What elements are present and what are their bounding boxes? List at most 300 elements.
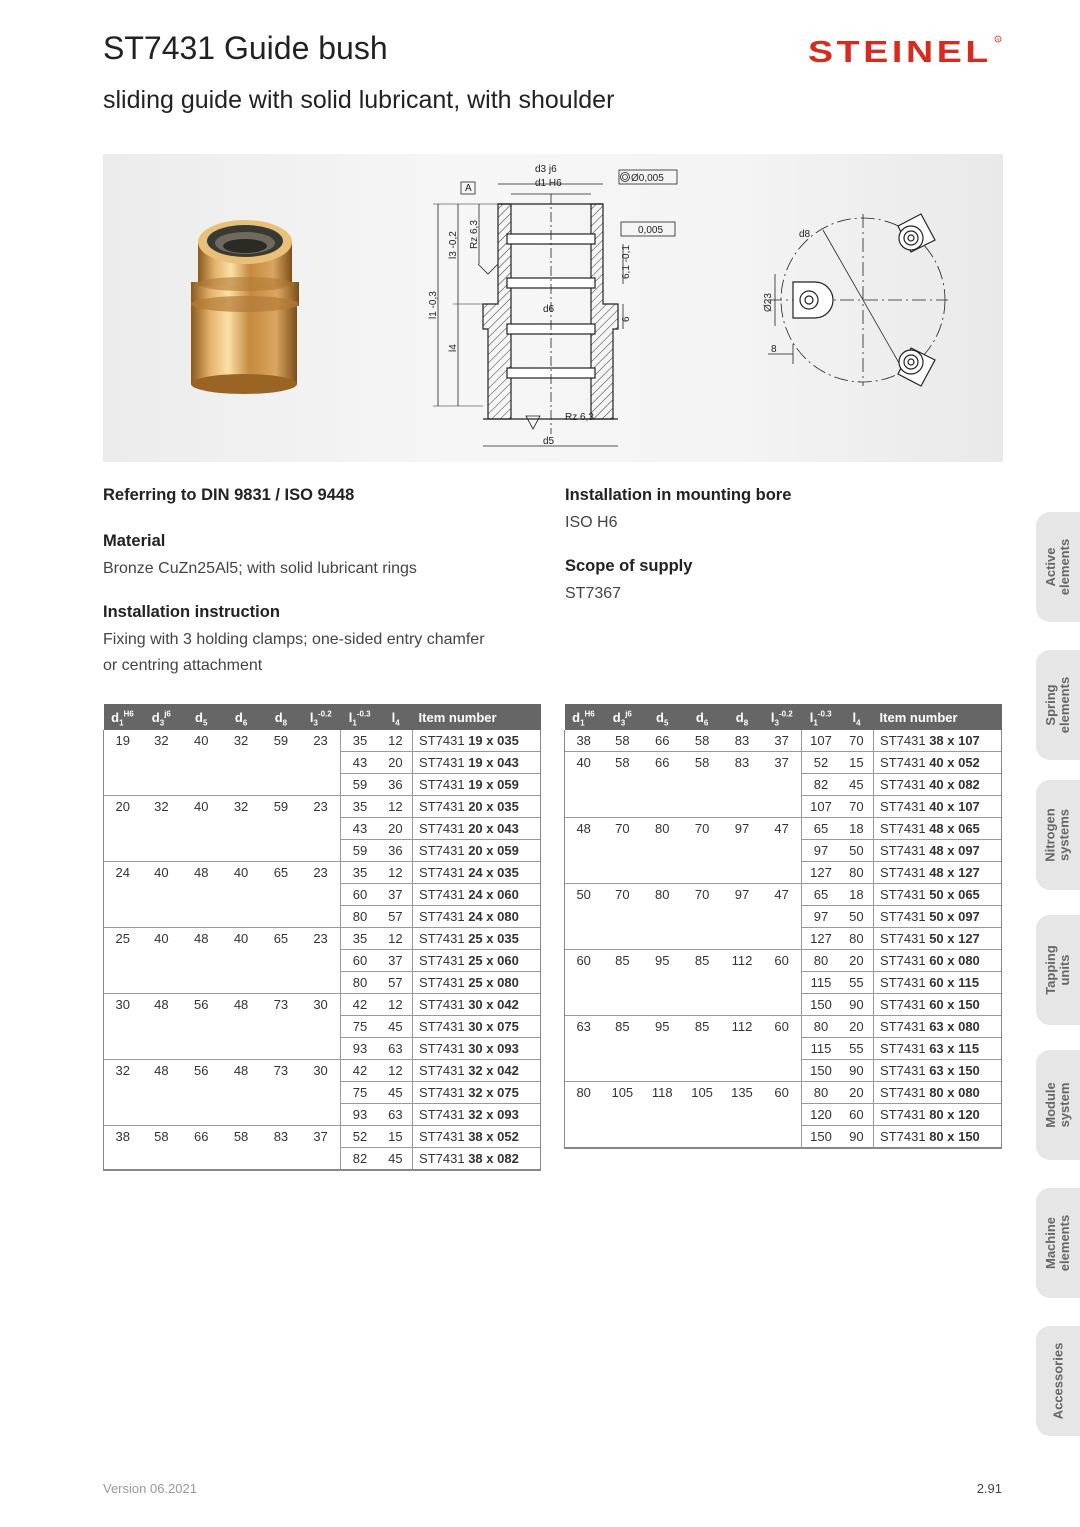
page-subtitle: sliding guide with solid lubricant, with shoulder bbox=[103, 86, 615, 114]
cell-d1 bbox=[565, 796, 603, 818]
cell-d6 bbox=[682, 994, 722, 1016]
cell-d3: 85 bbox=[602, 950, 642, 972]
cell-d6 bbox=[221, 884, 261, 906]
cell-d6 bbox=[682, 928, 722, 950]
column-header: $l_3^{-0.2}$ bbox=[301, 704, 341, 730]
cell-d3 bbox=[602, 1104, 642, 1126]
cell-item-number: ST7431 25 x 080 bbox=[413, 972, 541, 994]
cell-item-number: ST7431 40 x 107 bbox=[874, 796, 1002, 818]
brand-text: STEINEL bbox=[808, 34, 992, 66]
cell-d8: 135 bbox=[722, 1082, 762, 1104]
cell-d1 bbox=[104, 1104, 142, 1126]
cell-l4: 12 bbox=[388, 733, 403, 748]
label-dim-8: 8 bbox=[771, 344, 777, 355]
cell-d3: 40 bbox=[141, 862, 181, 884]
cell-d3 bbox=[141, 906, 181, 928]
cell-d6 bbox=[682, 1126, 722, 1149]
info-scope-of-supply bbox=[565, 557, 965, 607]
cell-d1: 60 bbox=[565, 950, 603, 972]
cell-d3 bbox=[602, 972, 642, 994]
table-row bbox=[104, 950, 541, 972]
scope-text: ST7367 bbox=[565, 585, 622, 602]
cell-l3 bbox=[301, 774, 341, 796]
table-row bbox=[565, 752, 1002, 774]
cell-d8 bbox=[722, 928, 762, 950]
table-row bbox=[104, 1082, 541, 1104]
cell-d8 bbox=[261, 950, 301, 972]
table-row bbox=[104, 840, 541, 862]
cell-l1: 97 bbox=[802, 906, 840, 928]
cell-d5: 40 bbox=[193, 733, 209, 749]
cell-item-number: ST7431 38 x 082 bbox=[413, 1148, 541, 1171]
cell-d8 bbox=[722, 972, 762, 994]
cell-l3 bbox=[301, 906, 341, 928]
cell-l3 bbox=[301, 1104, 341, 1126]
cell-d1 bbox=[104, 1016, 142, 1038]
cell-d1: 63 bbox=[565, 1016, 603, 1038]
table-row bbox=[104, 1038, 541, 1060]
cell-d6: 70 bbox=[682, 818, 722, 840]
cell-l1: 107 bbox=[802, 796, 840, 818]
cell-d6 bbox=[221, 752, 261, 774]
cell-d1 bbox=[104, 884, 142, 906]
cell-d5 bbox=[181, 1104, 221, 1126]
table-row bbox=[104, 1104, 541, 1126]
installation-instruction-text: Fixing with 3 holding clamps; one-sided entry chamfer or centring attachment bbox=[103, 631, 485, 674]
cell-item-number: ST7431 63 x 150 bbox=[874, 1060, 1002, 1082]
material-heading: Material bbox=[103, 532, 166, 550]
info-mounting-bore bbox=[565, 486, 965, 536]
table-row bbox=[565, 1016, 1002, 1038]
side-tab-accessories[interactable] bbox=[1036, 1326, 1080, 1436]
cell-item-number: ST7431 24 x 080 bbox=[413, 906, 541, 928]
top-view bbox=[768, 214, 948, 386]
table-row bbox=[565, 906, 1002, 928]
cell-d3 bbox=[602, 796, 642, 818]
cell-d5: 66 bbox=[642, 752, 682, 774]
cell-d6 bbox=[682, 862, 722, 884]
table-row bbox=[104, 906, 541, 928]
cell-l4: 63 bbox=[379, 1104, 413, 1126]
cell-d3: 58 bbox=[615, 733, 630, 748]
cell-l1: 127 bbox=[802, 928, 840, 950]
cell-d6 bbox=[682, 1104, 722, 1126]
cell-l1: 80 bbox=[802, 1016, 840, 1038]
cell-l1: 115 bbox=[802, 1038, 840, 1060]
table-row bbox=[565, 840, 1002, 862]
cell-l4: 90 bbox=[840, 1126, 874, 1149]
cell-item-number: ST7431 32 x 093 bbox=[413, 1104, 541, 1126]
cell-d1 bbox=[565, 1038, 603, 1060]
cell-d5: 95 bbox=[642, 950, 682, 972]
cell-d6 bbox=[221, 840, 261, 862]
cell-d3 bbox=[141, 1082, 181, 1104]
cell-l3 bbox=[301, 1148, 341, 1171]
cell-d8 bbox=[261, 884, 301, 906]
cell-l1: 35 bbox=[341, 730, 379, 752]
cell-l4: 45 bbox=[379, 1016, 413, 1038]
cell-d3 bbox=[602, 906, 642, 928]
cell-d3 bbox=[141, 1016, 181, 1038]
table-row bbox=[104, 994, 541, 1016]
table-row bbox=[104, 752, 541, 774]
cell-item-number: ST7431 48 x 065 bbox=[874, 818, 1002, 840]
cell-l3 bbox=[762, 1060, 802, 1082]
table-row bbox=[565, 994, 1002, 1016]
cell-l3: 47 bbox=[762, 818, 802, 840]
cell-d5 bbox=[181, 818, 221, 840]
cell-l4: 15 bbox=[379, 1126, 413, 1148]
cell-d1 bbox=[565, 906, 603, 928]
cell-d3 bbox=[141, 884, 181, 906]
cell-l4: 70 bbox=[840, 796, 874, 818]
table-row bbox=[104, 818, 541, 840]
cell-d1: 38 bbox=[565, 730, 603, 752]
cell-l1: 107 bbox=[802, 730, 840, 752]
column-header: $d_8$ bbox=[261, 704, 301, 730]
cell-d3 bbox=[141, 1148, 181, 1171]
cell-d6 bbox=[221, 950, 261, 972]
cell-l4: 50 bbox=[840, 906, 874, 928]
cell-l4: 80 bbox=[840, 928, 874, 950]
cell-l4: 55 bbox=[840, 1038, 874, 1060]
cell-l3 bbox=[301, 950, 341, 972]
cell-d8 bbox=[722, 1038, 762, 1060]
cell-d6 bbox=[682, 1060, 722, 1082]
column-header: $d_3^{j6}$ bbox=[141, 704, 181, 730]
cell-l4: 37 bbox=[379, 950, 413, 972]
cell-d1 bbox=[104, 906, 142, 928]
cell-d6: 32 bbox=[233, 733, 249, 749]
cell-d5 bbox=[181, 1038, 221, 1060]
cell-l1: 150 bbox=[802, 994, 840, 1016]
cell-d5 bbox=[642, 774, 682, 796]
cell-d1 bbox=[565, 1126, 603, 1149]
cell-l1: 59 bbox=[341, 774, 379, 796]
label-d6: d6 bbox=[543, 304, 555, 315]
cell-d1 bbox=[104, 1148, 142, 1171]
table-row bbox=[104, 1126, 541, 1148]
table-row bbox=[565, 862, 1002, 884]
cell-item-number: ST7431 30 x 075 bbox=[413, 1016, 541, 1038]
cell-item-number: ST7431 60 x 150 bbox=[874, 994, 1002, 1016]
column-header: $d_3^{j6}$ bbox=[602, 704, 642, 730]
side-tab-module[interactable] bbox=[1036, 1050, 1080, 1160]
column-header: $d_6$ bbox=[221, 704, 261, 730]
column-header: $d_5$ bbox=[181, 704, 221, 730]
cell-d8 bbox=[261, 774, 301, 796]
cell-l4: 45 bbox=[379, 1148, 413, 1171]
cell-l4: 18 bbox=[840, 818, 874, 840]
cell-item-number: ST7431 80 x 080 bbox=[874, 1082, 1002, 1104]
cell-l3 bbox=[301, 1016, 341, 1038]
side-tab-machine[interactable] bbox=[1036, 1188, 1080, 1298]
cell-l4: 50 bbox=[840, 840, 874, 862]
cell-l3 bbox=[301, 752, 341, 774]
cell-item-number: ST7431 24 x 060 bbox=[413, 884, 541, 906]
column-header: $l_1^{-0.3}$ bbox=[802, 704, 840, 730]
cell-l4: 20 bbox=[840, 1016, 874, 1038]
cell-item-number: ST7431 60 x 115 bbox=[874, 972, 1002, 994]
column-header: $l_3^{-0.2}$ bbox=[762, 704, 802, 730]
side-tab-label: Machine elements bbox=[1043, 1214, 1072, 1272]
cell-d1 bbox=[104, 1082, 142, 1104]
cell-l1: 35 bbox=[341, 862, 379, 884]
cell-item-number: ST7431 40 x 052 bbox=[874, 752, 1002, 774]
cell-d6 bbox=[682, 840, 722, 862]
side-tab-spring[interactable] bbox=[1036, 650, 1080, 760]
cell-d5 bbox=[642, 862, 682, 884]
cell-d8 bbox=[722, 796, 762, 818]
cell-d1 bbox=[565, 994, 603, 1016]
table-row bbox=[104, 796, 541, 818]
cell-d8: 97 bbox=[722, 884, 762, 906]
cell-l4: 12 bbox=[379, 928, 413, 950]
cell-item-number: ST7431 25 x 035 bbox=[413, 928, 541, 950]
cell-l3 bbox=[301, 1082, 341, 1104]
cell-item-number: ST7431 30 x 093 bbox=[413, 1038, 541, 1060]
cell-l3: 60 bbox=[762, 1016, 802, 1038]
cell-item-number: ST7431 38 x 107 bbox=[874, 730, 1002, 752]
material-text: Bronze CuZn25Al5; with solid lubricant rings bbox=[103, 560, 417, 577]
cell-d8 bbox=[722, 994, 762, 1016]
table-row bbox=[565, 1082, 1002, 1104]
column-header: $l_4$ bbox=[379, 704, 413, 730]
cell-l3 bbox=[762, 928, 802, 950]
cell-item-number: ST7431 19 x 043 bbox=[413, 752, 541, 774]
cell-d5 bbox=[642, 1126, 682, 1149]
cell-l4: 12 bbox=[379, 796, 413, 818]
cell-l3: 23 bbox=[301, 862, 341, 884]
cell-d5 bbox=[181, 884, 221, 906]
table-row bbox=[565, 1104, 1002, 1126]
cell-d3 bbox=[141, 752, 181, 774]
cell-d5 bbox=[181, 1148, 221, 1171]
cell-d6 bbox=[682, 1038, 722, 1060]
table-row bbox=[104, 774, 541, 796]
table-row bbox=[565, 774, 1002, 796]
cell-d8: 65 bbox=[261, 928, 301, 950]
side-tab-tapping[interactable] bbox=[1036, 915, 1080, 1025]
cell-l3 bbox=[301, 818, 341, 840]
cell-item-number: ST7431 20 x 059 bbox=[413, 840, 541, 862]
cell-item-number: ST7431 60 x 080 bbox=[874, 950, 1002, 972]
cell-l4: 70 bbox=[849, 733, 864, 748]
cell-l3: 37 bbox=[774, 733, 789, 748]
side-tab-label: Spring elements bbox=[1043, 676, 1072, 734]
cell-d5 bbox=[642, 1038, 682, 1060]
cell-l1: 80 bbox=[341, 906, 379, 928]
side-tab-label: Tapping units bbox=[1043, 945, 1072, 995]
cell-d6 bbox=[221, 774, 261, 796]
cell-d1 bbox=[104, 972, 142, 994]
cell-d5 bbox=[642, 1060, 682, 1082]
table-row bbox=[104, 1016, 541, 1038]
cell-l1: 127 bbox=[802, 862, 840, 884]
info-material bbox=[103, 532, 543, 582]
cell-d3 bbox=[141, 818, 181, 840]
cell-l3: 60 bbox=[762, 950, 802, 972]
cell-d1: 38 bbox=[104, 1126, 142, 1148]
cell-item-number: ST7431 38 x 052 bbox=[413, 1126, 541, 1148]
cell-d1 bbox=[104, 818, 142, 840]
bush-photo bbox=[191, 220, 299, 394]
table-row bbox=[104, 730, 541, 752]
cell-l1: 60 bbox=[341, 950, 379, 972]
side-tab-label: Module system bbox=[1043, 1082, 1072, 1128]
cell-item-number: ST7431 48 x 097 bbox=[874, 840, 1002, 862]
cell-d6: 48 bbox=[221, 1060, 261, 1082]
cell-d5 bbox=[642, 840, 682, 862]
label-dim-23: Ø23 bbox=[763, 293, 774, 312]
cell-d6: 105 bbox=[682, 1082, 722, 1104]
cell-d8: 59 bbox=[261, 796, 301, 818]
cell-d3: 40 bbox=[141, 928, 181, 950]
cell-d5: 66 bbox=[654, 733, 670, 748]
cell-l3 bbox=[762, 840, 802, 862]
cell-d8 bbox=[261, 1038, 301, 1060]
cell-l1: 52 bbox=[341, 1126, 379, 1148]
cell-l4: 36 bbox=[379, 774, 413, 796]
cell-d1 bbox=[565, 1104, 603, 1126]
cell-d1: 80 bbox=[565, 1082, 603, 1104]
cell-d5: 66 bbox=[181, 1126, 221, 1148]
table-row bbox=[104, 1148, 541, 1171]
table-row bbox=[104, 928, 541, 950]
cell-item-number: ST7431 24 x 035 bbox=[413, 862, 541, 884]
cell-item-number: ST7431 63 x 115 bbox=[874, 1038, 1002, 1060]
cell-d3 bbox=[602, 840, 642, 862]
table-row bbox=[565, 950, 1002, 972]
label-l1: l1 -0,3 bbox=[428, 291, 439, 319]
cell-item-number: ST7431 32 x 075 bbox=[413, 1082, 541, 1104]
column-header: $d_5$ bbox=[642, 704, 682, 730]
cell-l4: 90 bbox=[840, 1060, 874, 1082]
cell-d8 bbox=[261, 906, 301, 928]
cell-l1: 82 bbox=[802, 774, 840, 796]
cell-d6: 58 bbox=[221, 1126, 261, 1148]
cell-l1: 82 bbox=[341, 1148, 379, 1171]
svg-text:R: R bbox=[996, 37, 1000, 42]
cell-item-number: ST7431 30 x 042 bbox=[413, 994, 541, 1016]
cell-d8: 59 bbox=[273, 733, 289, 749]
cell-l3: 23 bbox=[301, 928, 341, 950]
info-standard bbox=[103, 486, 543, 505]
cell-l3 bbox=[762, 994, 802, 1016]
cell-d6: 85 bbox=[682, 950, 722, 972]
cell-l3 bbox=[301, 840, 341, 862]
steinel-logo bbox=[808, 34, 1002, 66]
cell-d3: 70 bbox=[602, 818, 642, 840]
cell-l4: 12 bbox=[379, 862, 413, 884]
cell-d6 bbox=[221, 972, 261, 994]
cell-l3 bbox=[762, 1038, 802, 1060]
cell-item-number: ST7431 32 x 042 bbox=[413, 1060, 541, 1082]
cell-l1: 93 bbox=[341, 1038, 379, 1060]
cell-l1: 35 bbox=[341, 796, 379, 818]
cell-l1: 97 bbox=[802, 840, 840, 862]
cell-d1 bbox=[565, 928, 603, 950]
cell-l1: 35 bbox=[341, 928, 379, 950]
cell-d8: 83 bbox=[722, 752, 762, 774]
side-tab-label: Nitrogen systems bbox=[1043, 808, 1073, 862]
version-text: Version 06.2021 bbox=[103, 1481, 197, 1496]
table-row bbox=[565, 1038, 1002, 1060]
cell-d1 bbox=[565, 840, 603, 862]
cell-d1: 40 bbox=[565, 752, 603, 774]
cell-d3: 85 bbox=[602, 1016, 642, 1038]
cell-d8 bbox=[261, 1082, 301, 1104]
cell-d8: 65 bbox=[261, 862, 301, 884]
cell-d1: 24 bbox=[104, 862, 142, 884]
cell-d8: 73 bbox=[261, 1060, 301, 1082]
label-d1: d1 H6 bbox=[535, 178, 562, 189]
cell-d8: 97 bbox=[722, 818, 762, 840]
side-tab-nitrogen[interactable] bbox=[1036, 780, 1080, 890]
spec-table-right bbox=[564, 704, 1002, 1149]
cell-d1 bbox=[565, 774, 603, 796]
cell-l1: 75 bbox=[341, 1016, 379, 1038]
cell-d5 bbox=[642, 796, 682, 818]
column-header: $d_8$ bbox=[722, 704, 762, 730]
cell-d8 bbox=[261, 818, 301, 840]
cell-l3 bbox=[762, 972, 802, 994]
cell-item-number: ST7431 19 x 035 bbox=[413, 730, 541, 752]
cell-d8 bbox=[261, 1148, 301, 1171]
cell-d3 bbox=[141, 1038, 181, 1060]
cell-d6 bbox=[221, 1038, 261, 1060]
side-tab-label: Accessories bbox=[1050, 1342, 1065, 1420]
cell-d1 bbox=[104, 1038, 142, 1060]
cell-d3 bbox=[141, 950, 181, 972]
cell-d1: 20 bbox=[104, 796, 142, 818]
cell-d5 bbox=[642, 906, 682, 928]
cell-d5 bbox=[181, 1016, 221, 1038]
cell-item-number: ST7431 20 x 035 bbox=[413, 796, 541, 818]
cell-l4: 12 bbox=[379, 994, 413, 1016]
cell-l4: 45 bbox=[840, 774, 874, 796]
side-tab-active[interactable] bbox=[1036, 512, 1080, 622]
column-header: $d_1^{H6}$ bbox=[104, 704, 142, 730]
label-rz-top: Rz 6,3 bbox=[469, 220, 480, 249]
cell-l4: 20 bbox=[840, 950, 874, 972]
cell-d8 bbox=[261, 752, 301, 774]
standard-heading: Referring to DIN 9831 / ISO 9448 bbox=[103, 486, 355, 504]
cell-d5 bbox=[181, 950, 221, 972]
cell-item-number: ST7431 50 x 065 bbox=[874, 884, 1002, 906]
label-perpendicularity: 0,005 bbox=[638, 225, 664, 236]
cell-d8: 83 bbox=[734, 733, 750, 748]
cell-d5 bbox=[181, 906, 221, 928]
cell-d1: 32 bbox=[104, 1060, 142, 1082]
cell-l1: 42 bbox=[341, 994, 379, 1016]
cell-l1: 150 bbox=[802, 1126, 840, 1149]
cell-d3 bbox=[602, 1060, 642, 1082]
cell-l1: 120 bbox=[802, 1104, 840, 1126]
cell-l3: 37 bbox=[762, 752, 802, 774]
cell-l3: 23 bbox=[301, 796, 341, 818]
cell-l4: 36 bbox=[379, 840, 413, 862]
cell-d5 bbox=[181, 774, 221, 796]
side-tab-label: Active elements bbox=[1043, 538, 1072, 596]
table-row bbox=[104, 862, 541, 884]
scope-heading: Scope of supply bbox=[565, 557, 693, 575]
cell-l4: 18 bbox=[840, 884, 874, 906]
label-d3: d3 j6 bbox=[535, 164, 557, 175]
cell-l3: 30 bbox=[301, 994, 341, 1016]
cell-d6 bbox=[221, 1082, 261, 1104]
cell-d3 bbox=[602, 1038, 642, 1060]
